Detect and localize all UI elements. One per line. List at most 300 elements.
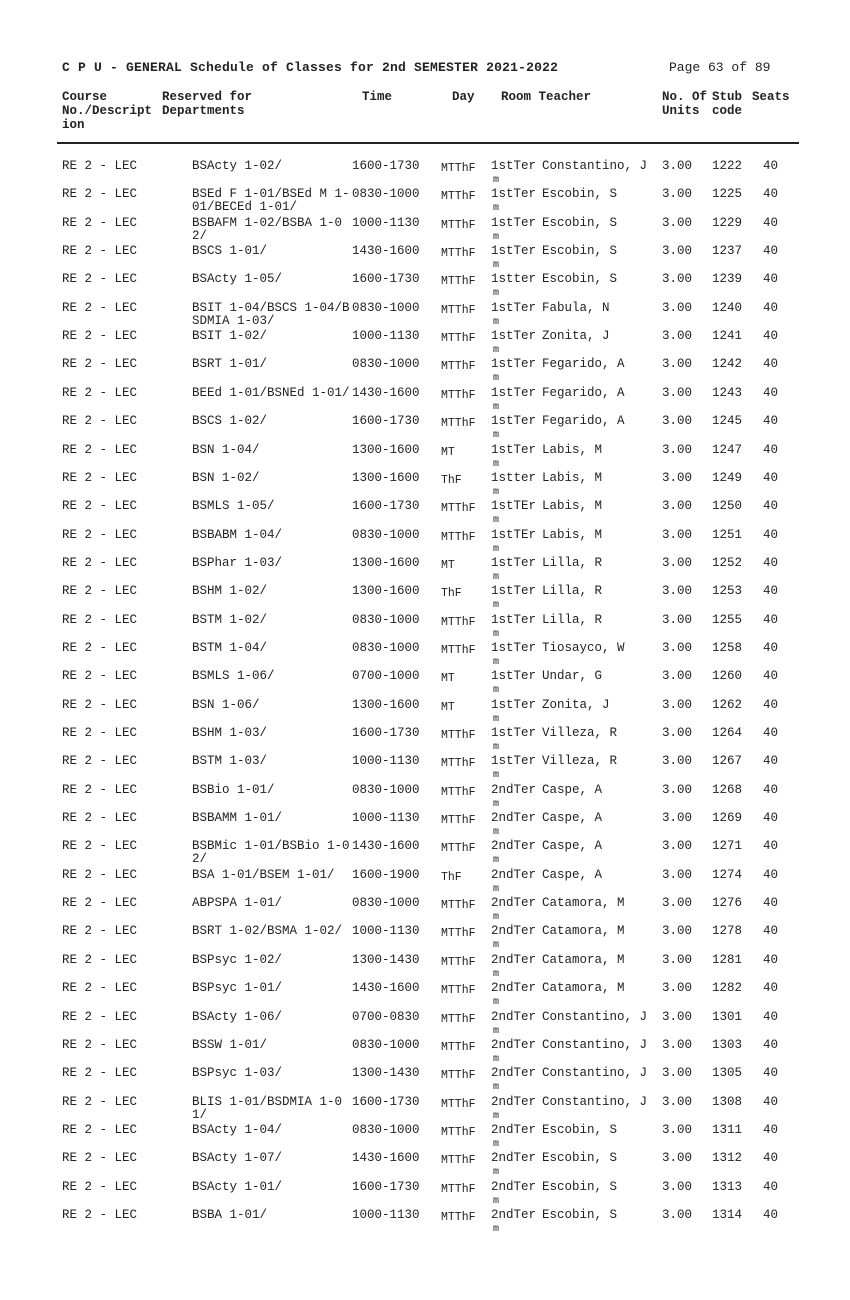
reserved-cell: BSActy 1-05/ [192, 272, 283, 287]
table-row [0, 358, 850, 386]
stub-code-cell: 1260 [712, 669, 743, 684]
time-cell: 1300-1430 [352, 952, 420, 967]
reserved-cell: BSBABM 1-04/ [192, 527, 283, 542]
teacher-continuation: m [493, 1223, 500, 1235]
units-cell: 3.00 [662, 385, 693, 400]
room-cell: 1stTer [491, 640, 537, 655]
room-cell: 2ndTer [491, 1179, 537, 1194]
table-row [0, 1067, 850, 1095]
teacher-continuation: m [493, 401, 500, 413]
time-cell: 1600-1730 [352, 414, 420, 429]
stub-code-cell: 1271 [712, 839, 743, 854]
time-cell: 1430-1600 [352, 244, 420, 259]
day-cell: MTThF [441, 275, 476, 289]
teacher-cell: Constantino, J [542, 159, 648, 173]
time-cell: 1300-1600 [352, 584, 420, 599]
reserved-cell: BSBA 1-01/ [192, 1207, 268, 1222]
time-cell: 1430-1600 [352, 839, 420, 854]
seats-cell: 40 [763, 640, 779, 655]
course-cell: RE 2 - LEC [62, 697, 138, 712]
units-cell: 3.00 [662, 159, 693, 173]
teacher-continuation: m [493, 685, 500, 697]
reserved-cell: BSIT 1-04/BSCS 1-04/BSDMIA 1-03/ [192, 300, 350, 328]
units-cell: 3.00 [662, 669, 693, 684]
col-header-reserved-1: Reserved for [162, 90, 253, 104]
teacher-continuation: m [493, 742, 500, 753]
day-cell: MTThF [441, 1069, 476, 1083]
room-cell: 1stTer [491, 300, 537, 315]
course-cell: RE 2 - LEC [62, 726, 138, 740]
stub-code-cell: 1264 [712, 726, 743, 740]
room-cell: 1stTer [491, 215, 537, 230]
seats-cell: 40 [763, 499, 779, 514]
reserved-cell: BSHM 1-02/ [192, 584, 268, 599]
room-cell: 1stTer [491, 442, 537, 457]
time-cell: 1000-1130 [352, 811, 420, 826]
teacher-continuation: m [493, 175, 500, 186]
day-cell: MTThF [441, 332, 476, 346]
seats-cell: 40 [763, 669, 779, 684]
reserved-cell: BSTM 1-03/ [192, 754, 268, 769]
teacher-cell: Escobin, S [542, 1207, 618, 1222]
col-header-units-1: No. Of [662, 90, 708, 104]
stub-code-cell: 1245 [712, 414, 743, 429]
teacher-cell: Escobin, S [542, 244, 618, 259]
teacher-cell: Lilla, R [542, 612, 603, 627]
stub-code-cell: 1222 [712, 159, 743, 173]
course-cell: RE 2 - LEC [62, 612, 138, 627]
time-cell: 1600-1730 [352, 1179, 420, 1194]
reserved-cell: BSN 1-04/ [192, 442, 260, 457]
seats-cell: 40 [763, 329, 779, 344]
seats-cell: 40 [763, 215, 779, 230]
units-cell: 3.00 [662, 1037, 693, 1052]
reserved-cell: BSMLS 1-06/ [192, 669, 275, 684]
time-cell: 1600-1730 [352, 1094, 420, 1109]
course-cell: RE 2 - LEC [62, 839, 138, 854]
seats-cell: 40 [763, 159, 779, 173]
stub-code-cell: 1303 [712, 1037, 743, 1052]
teacher-continuation: m [493, 316, 500, 328]
units-cell: 3.00 [662, 244, 693, 259]
stub-code-cell: 1250 [712, 499, 743, 514]
teacher-continuation: m [493, 713, 500, 725]
day-cell: MT [441, 445, 455, 459]
units-cell: 3.00 [662, 187, 693, 202]
room-cell: 1stTer [491, 669, 537, 684]
table-row [0, 642, 850, 670]
room-cell: 1stTer [491, 244, 537, 259]
units-cell: 3.00 [662, 329, 693, 344]
teacher-continuation: m [493, 430, 500, 442]
teacher-cell: Labis, M [542, 442, 603, 457]
day-cell: ThF [441, 870, 462, 884]
teacher-continuation: m [493, 231, 500, 243]
reserved-cell: BSMLS 1-05/ [192, 499, 275, 514]
room-cell: 2ndTer [491, 1207, 537, 1222]
table-row [0, 1124, 850, 1152]
col-header-time: Time [362, 90, 393, 104]
table-row [0, 699, 850, 727]
teacher-cell: Fegarido, A [542, 357, 625, 372]
table-row [0, 160, 850, 188]
room-cell: 1stTer [491, 329, 537, 344]
course-cell: RE 2 - LEC [62, 470, 138, 485]
course-cell: RE 2 - LEC [62, 981, 138, 996]
units-cell: 3.00 [662, 754, 693, 769]
seats-cell: 40 [763, 981, 779, 996]
course-cell: RE 2 - LEC [62, 1009, 138, 1024]
teacher-continuation: m [493, 486, 500, 498]
seats-cell: 40 [763, 782, 779, 797]
teacher-cell: Catamora, M [542, 896, 625, 911]
teacher-cell: Labis, M [542, 527, 603, 542]
teacher-cell: Escobin, S [542, 1179, 618, 1194]
course-cell: RE 2 - LEC [62, 215, 138, 230]
seats-cell: 40 [763, 414, 779, 429]
col-header-seats: Seats [752, 90, 790, 104]
teacher-cell: Labis, M [542, 470, 603, 485]
teacher-cell: Constantino, J [542, 1037, 648, 1052]
units-cell: 3.00 [662, 555, 693, 570]
teacher-cell: Catamora, M [542, 981, 625, 996]
seats-cell: 40 [763, 1009, 779, 1024]
room-cell: 1stTer [491, 385, 537, 400]
stub-code-cell: 1314 [712, 1207, 743, 1222]
course-cell: RE 2 - LEC [62, 1122, 138, 1137]
teacher-continuation: m [493, 628, 500, 640]
table-row [0, 1039, 850, 1067]
course-cell: RE 2 - LEC [62, 867, 138, 882]
teacher-continuation: m [493, 940, 500, 952]
units-cell: 3.00 [662, 1151, 693, 1166]
teacher-continuation: m [493, 260, 500, 272]
reserved-cell: BSActy 1-04/ [192, 1122, 283, 1137]
day-cell: ThF [441, 587, 462, 601]
stub-code-cell: 1281 [712, 952, 743, 967]
reserved-cell: BSEd F 1-01/BSEd M 1-01/BECEd 1-01/ [192, 187, 350, 215]
seats-cell: 40 [763, 1151, 779, 1166]
course-cell: RE 2 - LEC [62, 272, 138, 287]
table-row [0, 897, 850, 925]
teacher-continuation: m [493, 798, 500, 810]
teacher-continuation: m [493, 543, 500, 555]
reserved-cell: BSCS 1-02/ [192, 414, 268, 429]
teacher-continuation: m [493, 883, 500, 895]
time-cell: 1300-1600 [352, 697, 420, 712]
stub-code-cell: 1229 [712, 215, 743, 230]
teacher-cell: Villeza, R [542, 754, 618, 769]
course-cell: RE 2 - LEC [62, 952, 138, 967]
day-cell: MTThF [441, 1012, 476, 1026]
units-cell: 3.00 [662, 1066, 693, 1081]
seats-cell: 40 [763, 924, 779, 939]
col-header-units-2: Units [662, 104, 700, 118]
course-cell: RE 2 - LEC [62, 300, 138, 315]
reserved-cell: BSRT 1-01/ [192, 357, 268, 372]
room-cell: 2ndTer [491, 924, 537, 939]
page-number: Page 63 of 89 [669, 60, 771, 75]
table-row [0, 1011, 850, 1039]
seats-cell: 40 [763, 272, 779, 287]
units-cell: 3.00 [662, 896, 693, 911]
time-cell: 1430-1600 [352, 981, 420, 996]
teacher-continuation: m [493, 912, 500, 924]
units-cell: 3.00 [662, 1009, 693, 1024]
table-row [0, 415, 850, 443]
units-cell: 3.00 [662, 215, 693, 230]
course-cell: RE 2 - LEC [62, 1151, 138, 1166]
time-cell: 1600-1900 [352, 867, 420, 882]
reserved-cell: BSCS 1-01/ [192, 244, 268, 259]
reserved-cell: BSTM 1-04/ [192, 640, 268, 655]
time-cell: 0830-1000 [352, 357, 420, 372]
seats-cell: 40 [763, 867, 779, 882]
room-cell: 2ndTer [491, 952, 537, 967]
seats-cell: 40 [763, 527, 779, 542]
seats-cell: 40 [763, 1207, 779, 1222]
table-row [0, 614, 850, 642]
table-row [0, 585, 850, 613]
day-cell: MTThF [441, 1040, 476, 1054]
course-cell: RE 2 - LEC [62, 187, 138, 202]
stub-code-cell: 1239 [712, 272, 743, 287]
room-cell: 1stTer [491, 414, 537, 429]
day-cell: MTThF [441, 1210, 476, 1224]
course-cell: RE 2 - LEC [62, 1066, 138, 1081]
table-row [0, 727, 850, 755]
stub-code-cell: 1225 [712, 187, 743, 202]
seats-cell: 40 [763, 697, 779, 712]
teacher-cell: Zonita, J [542, 329, 610, 344]
teacher-continuation: m [493, 855, 500, 867]
day-cell: MTThF [441, 984, 476, 998]
teacher-cell: Escobin, S [542, 215, 618, 230]
table-row [0, 1181, 850, 1209]
course-cell: RE 2 - LEC [62, 357, 138, 372]
course-cell: RE 2 - LEC [62, 385, 138, 400]
time-cell: 1600-1730 [352, 499, 420, 514]
day-cell: MTThF [441, 955, 476, 969]
table-row [0, 840, 850, 868]
stub-code-cell: 1301 [712, 1009, 743, 1024]
time-cell: 1600-1730 [352, 159, 420, 173]
reserved-cell: BSPsyc 1-01/ [192, 981, 283, 996]
table-row [0, 245, 850, 273]
seats-cell: 40 [763, 612, 779, 627]
room-cell: 1stTer [491, 357, 537, 372]
units-cell: 3.00 [662, 442, 693, 457]
units-cell: 3.00 [662, 1122, 693, 1137]
teacher-cell: Constantino, J [542, 1009, 648, 1024]
table-row [0, 302, 850, 330]
col-header-course-3: ion [62, 118, 85, 132]
time-cell: 1430-1600 [352, 385, 420, 400]
stub-code-cell: 1262 [712, 697, 743, 712]
units-cell: 3.00 [662, 839, 693, 854]
stub-code-cell: 1312 [712, 1151, 743, 1166]
teacher-continuation: m [493, 571, 500, 583]
stub-code-cell: 1240 [712, 300, 743, 315]
teacher-cell: Fegarido, A [542, 385, 625, 400]
table-row [0, 557, 850, 585]
stub-code-cell: 1255 [712, 612, 743, 627]
time-cell: 0830-1000 [352, 527, 420, 542]
room-cell: 1stTer [491, 584, 537, 599]
reserved-cell: BSPhar 1-03/ [192, 555, 283, 570]
reserved-cell: BSActy 1-06/ [192, 1009, 283, 1024]
room-cell: 1stTer [491, 187, 537, 202]
table-row [0, 982, 850, 1010]
teacher-cell: Labis, M [542, 499, 603, 514]
seats-cell: 40 [763, 385, 779, 400]
reserved-cell: BSActy 1-01/ [192, 1179, 283, 1194]
units-cell: 3.00 [662, 867, 693, 882]
time-cell: 1430-1600 [352, 1151, 420, 1166]
reserved-cell: ABPSPA 1-01/ [192, 896, 283, 911]
teacher-continuation: m [493, 997, 500, 1009]
seats-cell: 40 [763, 952, 779, 967]
day-cell: MTThF [441, 842, 476, 856]
course-cell: RE 2 - LEC [62, 414, 138, 429]
time-cell: 0700-0830 [352, 1009, 420, 1024]
teacher-cell: Constantino, J [542, 1066, 648, 1081]
units-cell: 3.00 [662, 499, 693, 514]
table-row [0, 755, 850, 783]
day-cell: MTThF [441, 814, 476, 828]
day-cell: MTThF [441, 162, 476, 175]
table-row [0, 444, 850, 472]
course-cell: RE 2 - LEC [62, 754, 138, 769]
seats-cell: 40 [763, 555, 779, 570]
teacher-cell: Caspe, A [542, 867, 603, 882]
teacher-continuation: m [493, 515, 500, 527]
course-cell: RE 2 - LEC [62, 1037, 138, 1052]
teacher-cell: Catamora, M [542, 924, 625, 939]
stub-code-cell: 1268 [712, 782, 743, 797]
units-cell: 3.00 [662, 300, 693, 315]
seats-cell: 40 [763, 187, 779, 202]
room-cell: 2ndTer [491, 1066, 537, 1081]
units-cell: 3.00 [662, 272, 693, 287]
stub-code-cell: 1242 [712, 357, 743, 372]
units-cell: 3.00 [662, 726, 693, 740]
teacher-continuation: m [493, 1053, 500, 1065]
seats-cell: 40 [763, 244, 779, 259]
units-cell: 3.00 [662, 981, 693, 996]
room-cell: 1stTer [491, 159, 537, 173]
teacher-continuation: m [493, 656, 500, 668]
course-cell: RE 2 - LEC [62, 555, 138, 570]
reserved-cell: BSBAFM 1-02/BSBA 1-02/ [192, 215, 343, 243]
course-cell: RE 2 - LEC [62, 584, 138, 599]
table-row [0, 188, 850, 216]
table-row [0, 217, 850, 245]
seats-cell: 40 [763, 1037, 779, 1052]
reserved-cell: BSPsyc 1-02/ [192, 952, 283, 967]
time-cell: 1300-1430 [352, 1066, 420, 1081]
day-cell: MTThF [441, 303, 476, 317]
stub-code-cell: 1267 [712, 754, 743, 769]
teacher-continuation: m [493, 1195, 500, 1207]
teacher-continuation: m [493, 827, 500, 839]
seats-cell: 40 [763, 754, 779, 769]
reserved-cell: BSN 1-06/ [192, 697, 260, 712]
teacher-cell: Undar, G [542, 669, 603, 684]
reserved-cell: BSIT 1-02/ [192, 329, 268, 344]
room-cell: 2ndTer [491, 782, 537, 797]
col-header-course-2: No./Descript [62, 104, 153, 118]
stub-code-cell: 1243 [712, 385, 743, 400]
day-cell: MTThF [441, 1154, 476, 1168]
stub-code-cell: 1237 [712, 244, 743, 259]
day-cell: ThF [441, 473, 462, 487]
teacher-cell: Caspe, A [542, 811, 603, 826]
teacher-continuation: m [493, 770, 500, 782]
day-cell: MTThF [441, 388, 476, 402]
teacher-continuation: m [493, 345, 500, 357]
course-cell: RE 2 - LEC [62, 669, 138, 684]
day-cell: MT [441, 700, 455, 714]
seats-cell: 40 [763, 442, 779, 457]
stub-code-cell: 1282 [712, 981, 743, 996]
stub-code-cell: 1276 [712, 896, 743, 911]
seats-cell: 40 [763, 1179, 779, 1194]
time-cell: 1000-1130 [352, 924, 420, 939]
units-cell: 3.00 [662, 924, 693, 939]
seats-cell: 40 [763, 300, 779, 315]
day-cell: MTThF [441, 899, 476, 913]
teacher-cell: Caspe, A [542, 839, 603, 854]
day-cell: MTThF [441, 530, 476, 544]
col-header-room-teacher: Room Teacher [501, 90, 592, 104]
room-cell: 2ndTer [491, 867, 537, 882]
table-row [0, 869, 850, 897]
time-cell: 0700-1000 [352, 669, 420, 684]
room-cell: 2ndTer [491, 811, 537, 826]
table-row [0, 1152, 850, 1180]
seats-cell: 40 [763, 726, 779, 740]
table-row [0, 670, 850, 698]
time-cell: 0830-1000 [352, 612, 420, 627]
time-cell: 1300-1600 [352, 555, 420, 570]
day-cell: MT [441, 672, 455, 686]
time-cell: 1300-1600 [352, 442, 420, 457]
col-header-day: Day [452, 90, 475, 104]
stub-code-cell: 1247 [712, 442, 743, 457]
units-cell: 3.00 [662, 414, 693, 429]
seats-cell: 40 [763, 896, 779, 911]
stub-code-cell: 1249 [712, 470, 743, 485]
col-header-stub-1: Stub [712, 90, 743, 104]
units-cell: 3.00 [662, 470, 693, 485]
col-header-course-1: Course [62, 90, 108, 104]
room-cell: 1stTer [491, 612, 537, 627]
room-cell: 2ndTer [491, 1009, 537, 1024]
room-cell: 2ndTer [491, 1151, 537, 1166]
time-cell: 1600-1730 [352, 726, 420, 740]
time-cell: 1000-1130 [352, 1207, 420, 1222]
room-cell: 1stTer [491, 555, 537, 570]
seats-cell: 40 [763, 1094, 779, 1109]
units-cell: 3.00 [662, 1094, 693, 1109]
table-row [0, 1209, 850, 1237]
day-cell: MTThF [441, 729, 476, 742]
units-cell: 3.00 [662, 640, 693, 655]
time-cell: 1300-1600 [352, 470, 420, 485]
seats-cell: 40 [763, 1122, 779, 1137]
reserved-cell: BSBio 1-01/ [192, 782, 275, 797]
